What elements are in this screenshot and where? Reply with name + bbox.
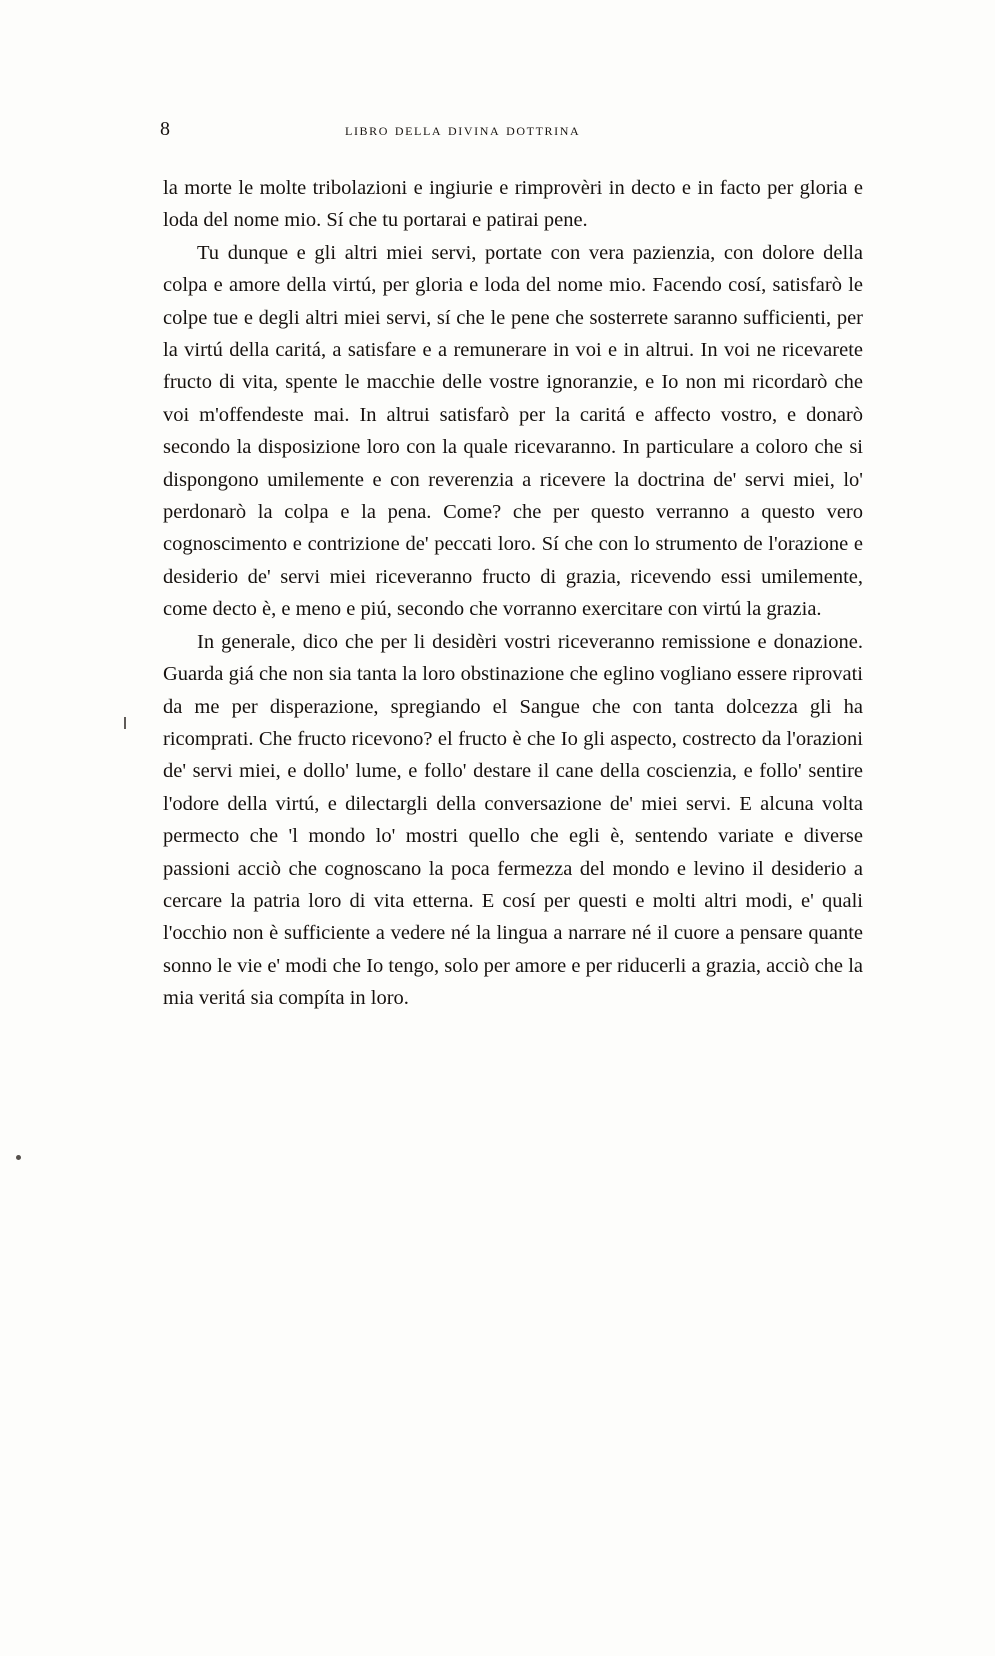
margin-mark-lower: [16, 1155, 21, 1160]
running-title: libro della divina dottrina: [345, 120, 581, 139]
body-text: [163, 172, 863, 1015]
paragraph: la morte le molte tribolazioni e ingiurie e rimprovèri in decto e in facto per gloria e loda del nome mio. Sí che tu portarai e patirai pene.: [163, 177, 863, 232]
margin-mark-upper: [124, 717, 126, 729]
page-header: [160, 118, 860, 142]
paragraph: Tu dunque e gli altri miei servi, portate con vera pazienzia, con dolore della colpa e amore della virtú, per gloria e loda del nome mio. Facendo cosí, satisfarò le colpe tue e degli altri miei servi, sí che le pene che sosterrete saranno sufficienti, per la virtú della caritá, a satisfare e a remunerare in voi e in altrui. In voi ne ricevarete fructo di vita, spente le macchie delle vostre ignoranzie, e Io non mi ricordarò che voi m'offendeste mai. In altrui satisfarò per la caritá e affecto vostro, e donarò secondo la disposizione loro con la quale ricevaranno. In particulare a coloro che si dispongono umilemente e con reverenzia a ricevere la doctrina de' servi miei, lo' perdonarò la colpa e la pena. Come? che per questo verranno a questo vero cognoscimento e contrizione de' peccati loro. Sí che con lo strumento de l'orazione e desiderio de' servi miei riceveranno fructo di grazia, ricevendo essi umilemente, come decto è, e meno e piú, secondo che vorranno exercitare con virtú la grazia.: [163, 241, 863, 621]
paragraph: In generale, dico che per li desidèri vostri riceveranno remissione e donazione. Guarda giá che non sia tanta la loro obstinazione che eglino vogliano essere riprovati da me per disperazione, spregiando el Sangue che con tanta dolcezza gli ha ricomprati. Che fructo ricevono? el fructo è che Io gli aspecto, costrecto da l'orazioni de' servi miei, e dollo' lume, e follo' destare il cane della coscienzia, e follo' sentire l'odore della virtú, e dilectargli della conversazione de' miei servi. E alcuna volta permecto che 'l mondo lo' mostri quello che egli è, sentendo variate e diverse passioni acciò che cognoscano la poca fermezza del mondo e levino il desiderio a cercare la patria loro di vita etterna. E cosí per questi e molti altri modi, e' quali l'occhio non è sufficiente a vedere né la lingua a narrare né il cuore a pensare quante sonno le vie e' modi che Io tengo, solo per amore e per riducerli a grazia, acciò che la mia veritá sia compíta in loro.: [163, 630, 863, 1010]
page-number: 8: [160, 118, 170, 140]
